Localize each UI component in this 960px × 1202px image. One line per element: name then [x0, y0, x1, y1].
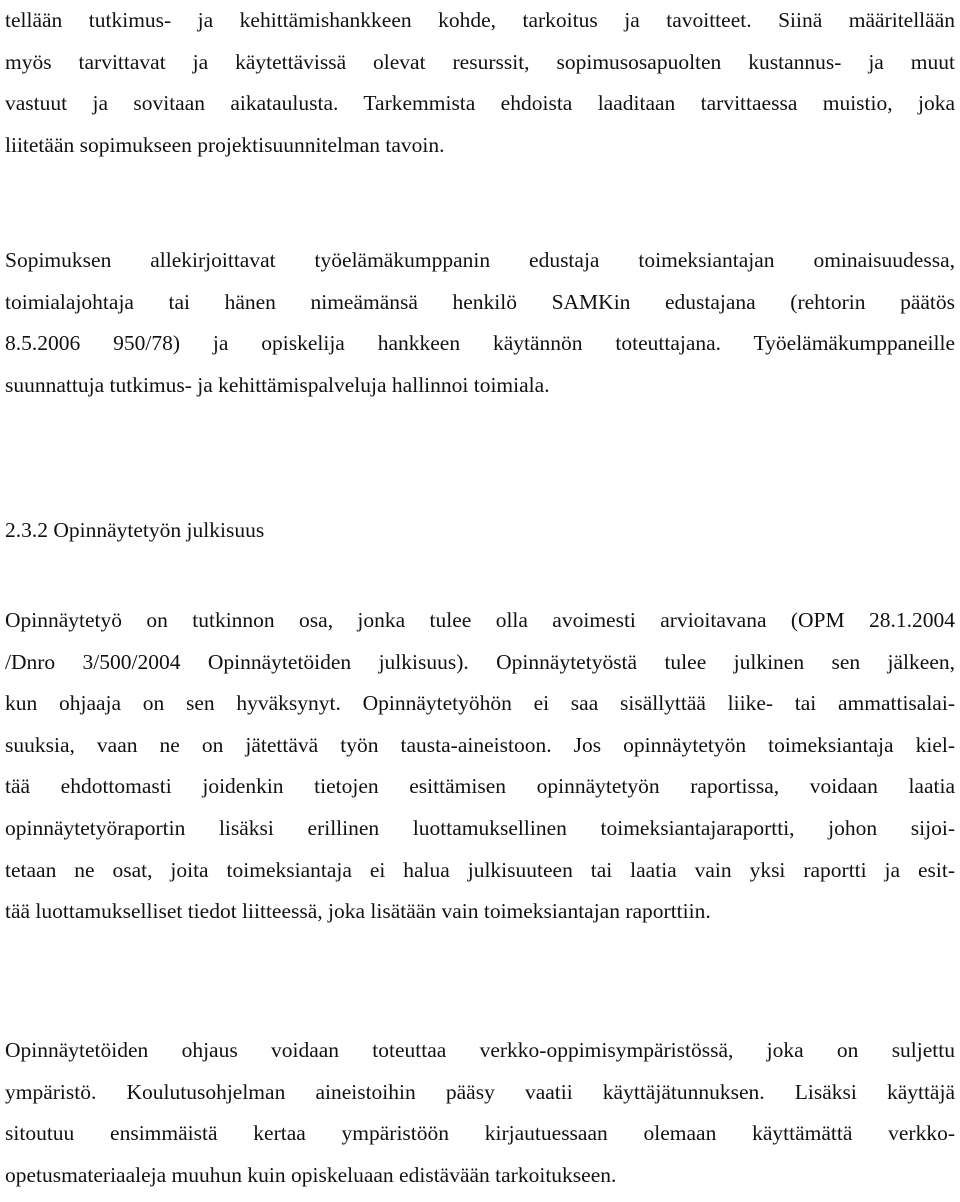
text-line: ympäristö. Koulutusohjelman aineistoihin pääsy vaatii käyttäjätunnuksen. Lisäksi käyttäjä: [5, 1079, 955, 1104]
text-line: toimialajohtaja tai hänen nimeämänsä henkilö SAMKin edustajana (rehtorin päätös: [5, 289, 955, 314]
text-line: 8.5.2006 950/78) ja opiskelija hankkeen käytännön toteuttajana. Työelämäkumppaneille: [5, 331, 955, 356]
paragraph-supervision: [5, 1030, 955, 1196]
paragraph-thesis-publicity: [5, 600, 955, 933]
text-line: tää ehdottomasti joidenkin tietojen esittämisen opinnäytetyön raportissa, voidaan laatia: [5, 774, 955, 799]
text-line: /Dnro 3/500/2004 Opinnäytetöiden julkisuus). Opinnäytetyöstä tulee julkinen sen jälkeen,: [5, 649, 955, 674]
text-line: liitetään sopimukseen projektisuunnitelman tavoin.: [5, 132, 445, 157]
text-line: vastuut ja sovitaan aikataulusta. Tarkemmista ehdoista laaditaan tarvittaessa muistio, joka: [5, 91, 955, 116]
text-line: opetusmateriaaleja muuhun kuin opiskeluaan edistävään tarkoitukseen.: [5, 1162, 617, 1187]
text-line: tetaan ne osat, joita toimeksiantaja ei halua julkisuuteen tai laatia vain yksi raportti ja esit-: [5, 857, 955, 882]
text-line: tellään tutkimus- ja kehittämishankkeen kohde, tarkoitus ja tavoitteet. Siinä määritellään: [5, 8, 955, 32]
text-line: sitoutuu ensimmäistä kertaa ympäristöön kirjautuessaan olemaan käyttämättä verkko-: [5, 1121, 955, 1146]
text-line: tää luottamukselliset tiedot liitteessä, joka lisätään vain toimeksiantajan raporttiin.: [5, 899, 711, 924]
text-line: myös tarvittavat ja käytettävissä olevat resurssit, sopimusosapuolten kustannus- ja muut: [5, 49, 955, 74]
text-line: suuksia, vaan ne on jätettävä työn tausta-aineistoon. Jos opinnäytetyön toimeksiantaja kiel-: [5, 732, 955, 757]
text-line: Opinnäytetyö on tutkinnon osa, jonka tulee olla avoimesti arvioitavana (OPM 28.1.2004: [5, 608, 955, 632]
paragraph-project-agreement: [5, 0, 955, 166]
paragraph-signatories: [5, 240, 955, 406]
text-line: opinnäytetyöraportin lisäksi erillinen luottamuksellinen toimeksiantajaraportti, johon sijoi-: [5, 815, 955, 840]
section-heading: 2.3.2 Opinnäytetyön julkisuus: [5, 518, 265, 542]
text-line: kun ohjaaja on sen hyväksynyt. Opinnäytetyöhön ei saa sisällyttää liike- tai ammattisalai-: [5, 691, 955, 716]
text-line: Opinnäytetöiden ohjaus voidaan toteuttaa verkko-oppimisympäristössä, joka on suljettu: [5, 1038, 955, 1062]
text-line: suunnattuja tutkimus- ja kehittämispalveluja hallinnoi toimiala.: [5, 372, 550, 397]
text-line: Sopimuksen allekirjoittavat työelämäkumppanin edustaja toimeksiantajan ominaisuudessa,: [5, 248, 955, 272]
